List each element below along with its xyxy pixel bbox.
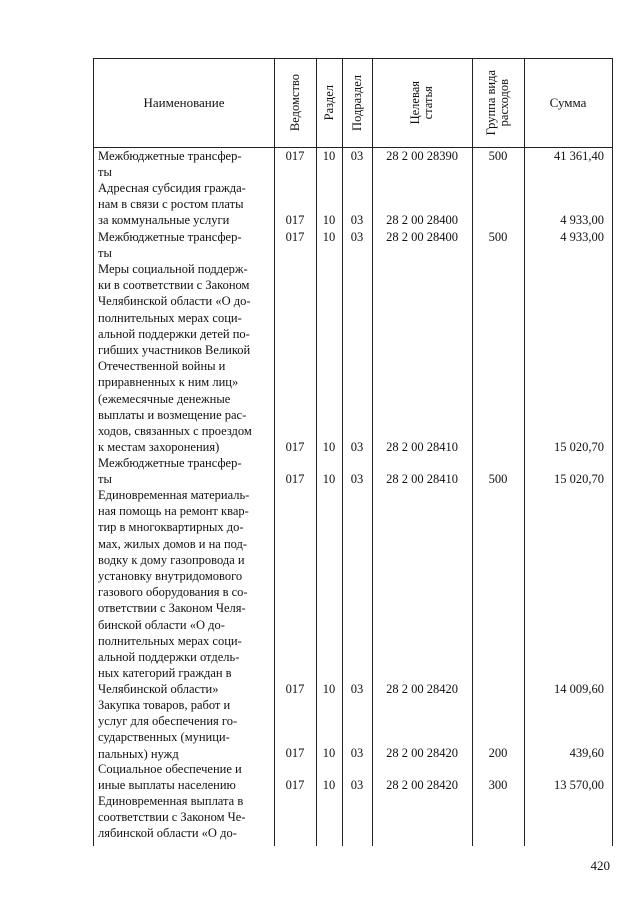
header-ved-cell <box>274 59 316 147</box>
row-podrazdel: 03 <box>350 746 364 760</box>
row-razdel: 10 <box>322 746 336 760</box>
row-sum: 15 020,70 <box>554 472 604 486</box>
row-sum: 15 020,70 <box>554 440 604 454</box>
row-sum: 4 933,00 <box>560 213 604 227</box>
row-podrazdel: 03 <box>350 230 364 244</box>
row-sum: 4 933,00 <box>560 230 604 244</box>
row-ved: 017 <box>285 213 305 227</box>
row-razdel: 10 <box>322 230 336 244</box>
header-podrazdel-cell <box>342 59 372 147</box>
row-razdel: 10 <box>322 472 336 486</box>
row-ved: 017 <box>285 149 305 163</box>
header-sum-cell <box>524 59 612 147</box>
header-gr: Группа вида расходов <box>484 70 511 136</box>
row-sum: 13 570,00 <box>554 778 604 792</box>
row-name: Закупка товаров, работ и услуг для обеспечения го- сударственных (муници- пальных) нужд <box>98 698 238 761</box>
row-gr: 300 <box>488 778 508 792</box>
row-podrazdel: 03 <box>350 472 364 486</box>
row-podrazdel: 03 <box>350 213 364 227</box>
row-razdel: 10 <box>322 440 336 454</box>
row-name: Социальное обеспечение и иные выплаты населению <box>98 762 242 793</box>
row-cs: 28 2 00 28420 <box>386 778 458 792</box>
row-podrazdel: 03 <box>350 149 364 163</box>
row-name: Единовременная материаль- ная помощь на ремонт квар- тир в многоквартирных до- мах, жилых домов и на под- водку к дому газопровода и установку внутридомового газового оборудования в со- ответствии с Законом Челя- бинской области «О до- полнительных мерах соци- альной поддержки отдель- ных категорий граждан в Челябинской области» <box>98 488 250 697</box>
row-razdel: 10 <box>322 778 336 792</box>
row-razdel: 10 <box>322 213 336 227</box>
row-ved: 017 <box>285 440 305 454</box>
row-ved: 017 <box>285 682 305 696</box>
header-cs: Целевая статья <box>408 81 435 125</box>
row-cs: 28 2 00 28390 <box>386 149 458 163</box>
header-razdel-cell <box>316 59 342 147</box>
row-name: Единовременная выплата в соответствии с Законом Че- лябинской области «О до- <box>98 794 246 841</box>
page-number: 420 <box>590 858 610 873</box>
header-name: Наименование <box>143 95 225 110</box>
row-sum: 439,60 <box>569 746 604 760</box>
row-ved: 017 <box>285 778 305 792</box>
row-podrazdel: 03 <box>350 440 364 454</box>
header-gr-cell <box>472 59 524 147</box>
header-name-cell <box>94 59 274 147</box>
row-gr: 200 <box>488 746 508 760</box>
row-name: Меры социальной поддерж- ки в соответствии с Законом Челябинской области «О до- полнительных мерах соци- альной поддержки детей по- гибших участников Великой Отечественной войны и приравненных к ним лиц» (ежемесячные денежные выплаты и возмещение рас- ходов, связанных с проездом к местам захоронения) <box>98 262 252 455</box>
row-name: Межбюджетные трансфер- ты <box>98 149 242 180</box>
row-cs: 28 2 00 28410 <box>386 472 458 486</box>
row-sum: 41 361,40 <box>554 149 604 163</box>
row-sum: 14 009,60 <box>554 682 604 696</box>
row-ved: 017 <box>285 230 305 244</box>
row-cs: 28 2 00 28420 <box>386 746 458 760</box>
column-divider <box>472 59 473 846</box>
header-sum: Сумма <box>549 95 587 110</box>
row-podrazdel: 03 <box>350 682 364 696</box>
header-razdel: Раздел <box>321 85 336 121</box>
row-cs: 28 2 00 28420 <box>386 682 458 696</box>
row-podrazdel: 03 <box>350 778 364 792</box>
row-name: Межбюджетные трансфер- ты <box>98 230 242 261</box>
row-ved: 017 <box>285 472 305 486</box>
row-cs: 28 2 00 28410 <box>386 440 458 454</box>
header-ved: Ведомство <box>287 74 302 132</box>
row-cs: 28 2 00 28400 <box>386 213 458 227</box>
row-ved: 017 <box>285 746 305 760</box>
header-cs-cell <box>372 59 472 147</box>
budget-table <box>93 58 613 846</box>
row-name: Межбюджетные трансфер- ты <box>98 456 242 487</box>
header-podrazdel: Подраздел <box>349 75 364 131</box>
row-gr: 500 <box>488 230 508 244</box>
row-razdel: 10 <box>322 682 336 696</box>
row-gr: 500 <box>488 472 508 486</box>
row-gr: 500 <box>488 149 508 163</box>
row-cs: 28 2 00 28400 <box>386 230 458 244</box>
row-razdel: 10 <box>322 149 336 163</box>
row-name: Адресная субсидия гражда- нам в связи с ростом платы за коммунальные услуги <box>98 181 246 228</box>
